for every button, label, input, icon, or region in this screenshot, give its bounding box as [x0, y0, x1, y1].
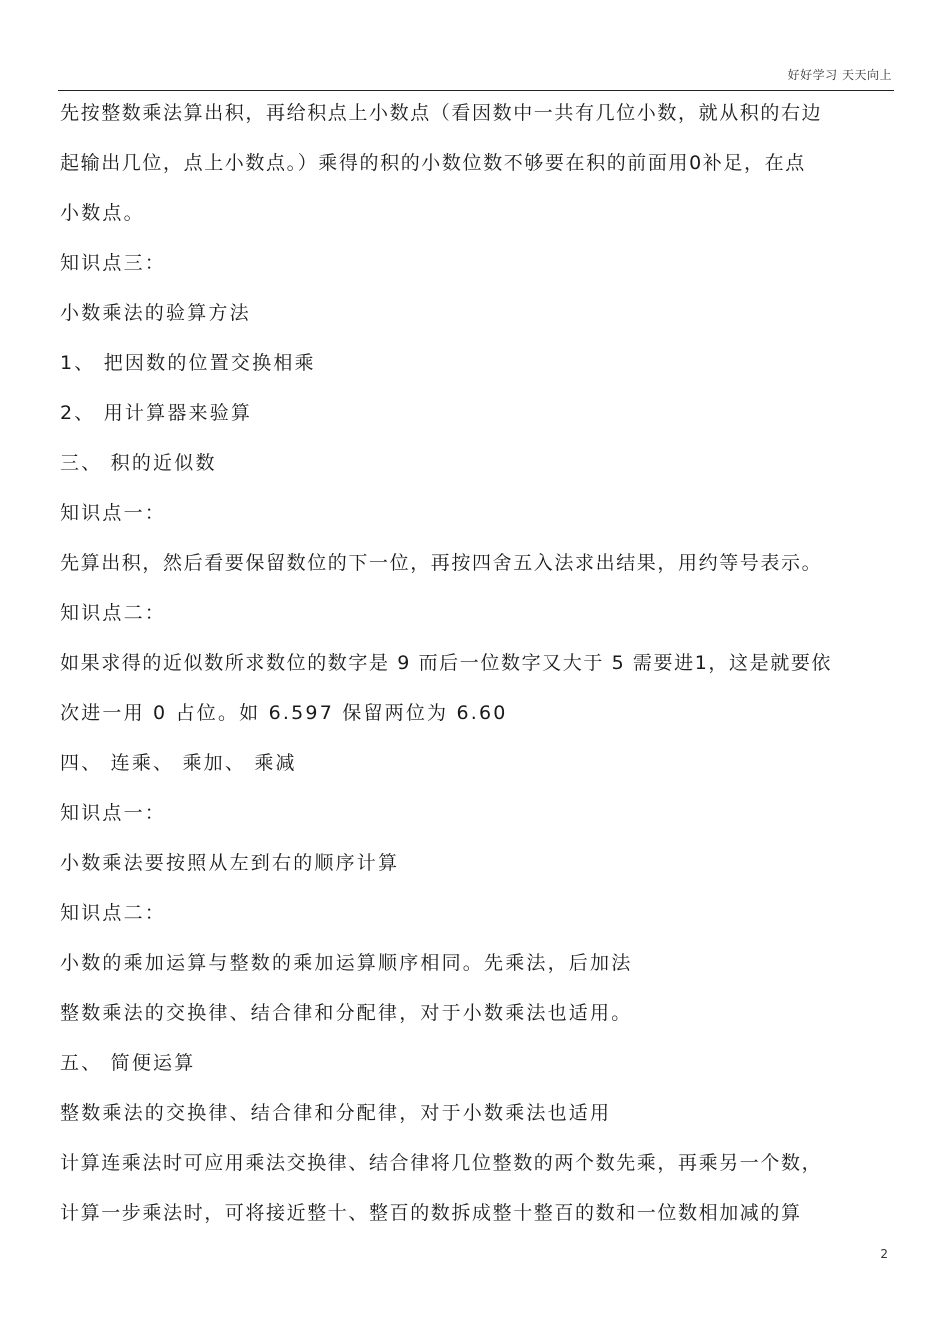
- section-label: 知识点一：: [60, 502, 167, 524]
- text-line: 起输出几位，点上小数点。）乘得的积的小数位数不够要在积的前面用0补足，在点: [60, 152, 806, 174]
- section-heading: 四、 连乘、 乘加、 乘减: [60, 752, 297, 774]
- text-line: 如果求得的近似数所求数位的数字是 9 而后一位数字又大于 5 需要进1，这是就要依: [60, 652, 833, 674]
- section-label: 知识点二：: [60, 902, 167, 924]
- section-label: 知识点三：: [60, 252, 167, 274]
- header-text: 好好学习 天天向上: [787, 68, 892, 82]
- text-line: 小数的乘加运算与整数的乘加运算顺序相同。先乘法，后加法: [60, 952, 633, 974]
- section-heading: 三、 积的近似数: [60, 452, 217, 474]
- document-body: [60, 95, 896, 1245]
- text-line: 整数乘法的交换律、结合律和分配律，对于小数乘法也适用: [60, 1102, 612, 1124]
- text-line: 先算出积，然后看要保留数位的下一位，再按四舍五入法求出结果，用约等号表示。: [60, 552, 823, 574]
- section-label: 知识点二：: [60, 602, 167, 624]
- section-label: 知识点一：: [60, 802, 167, 824]
- text-line: 计算连乘法时可应用乘法交换律、结合律将几位整数的两个数先乘，再乘另一个数，: [60, 1152, 823, 1174]
- page-number: 2: [880, 1247, 888, 1261]
- list-item: 2、 用计算器来验算: [60, 402, 253, 424]
- text-line: 小数乘法的验算方法: [60, 302, 251, 324]
- list-item: 1、 把因数的位置交换相乘: [60, 352, 316, 374]
- text-line: 次进一用 0 占位。如 6.597 保留两位为 6.60: [60, 702, 508, 724]
- section-heading: 五、 简便运算: [60, 1052, 196, 1074]
- text-line: 先按整数乘法算出积，再给积点上小数点（看因数中一共有几位小数，就从积的右边: [60, 102, 823, 124]
- text-line: 小数点。: [60, 202, 145, 224]
- text-line: 整数乘法的交换律、结合律和分配律，对于小数乘法也适用。: [60, 1002, 633, 1024]
- page-header: [58, 62, 894, 91]
- text-line: 计算一步乘法时，可将接近整十、整百的数拆成整十整百的数和一位数相加减的算: [60, 1202, 802, 1224]
- text-line: 小数乘法要按照从左到右的顺序计算: [60, 852, 400, 874]
